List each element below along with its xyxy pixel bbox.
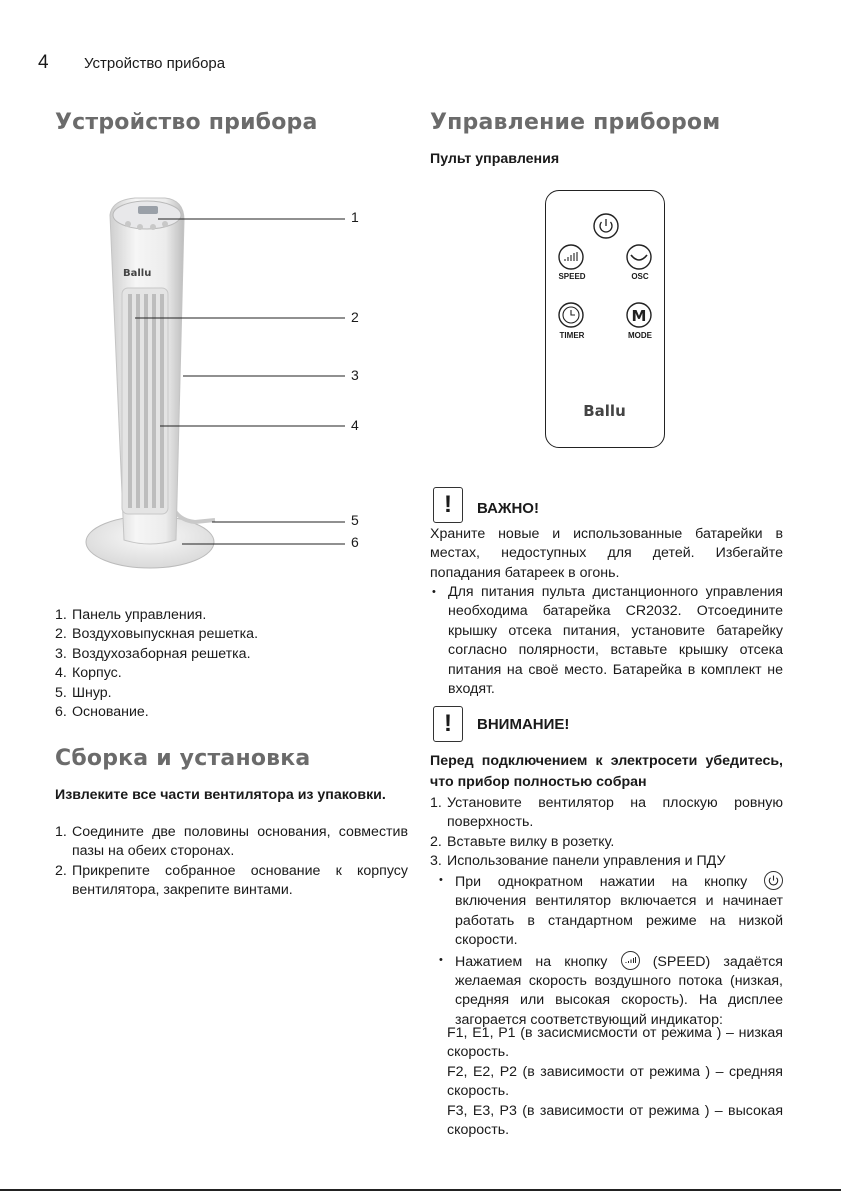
osc-label: OSC [631, 272, 649, 281]
fan-control-panel [113, 201, 181, 229]
list-item: 6. Основание. [55, 704, 149, 721]
timer-icon [559, 303, 583, 327]
power-icon [764, 871, 783, 890]
bottom-rule [0, 1189, 841, 1191]
tower-fan-illustration [80, 190, 380, 580]
speed-level-medium: F2, E2, P2 (в зависимости от режима ) – средняя скорость. [447, 1063, 783, 1100]
list-item: 3. Воздухозаборная решетка. [55, 645, 251, 662]
assembly-heading: Сборка и установка [55, 746, 311, 771]
attention-lead: Перед подключением к электросети убедитесь, что прибор полностью собран [430, 753, 783, 790]
speed-levels [447, 1024, 783, 1140]
battery-list [430, 583, 783, 699]
list-item: • При однократном нажатии на кнопку включения вентилятор включается и начинает работать в стандартном режиме на низкой скорости. [437, 871, 783, 951]
parts-list [55, 606, 395, 722]
remote-brand-logo: Ballu [583, 402, 626, 420]
important-title: ВАЖНО! [477, 500, 539, 517]
running-title: Устройство прибора [84, 55, 226, 72]
control-bullets [437, 871, 783, 1030]
list-item: • Для питания пульта дистанционного управления необходима батарейка CR2032. Отсоедините крышку отсека питания, установите батарейку согласно полярности, вставьте крышку отсека питания на своё место. Батарейка в комплект не входят. [430, 583, 783, 699]
warning-icon: ! [433, 487, 463, 523]
device-heading: Устройство прибора [55, 110, 318, 135]
list-item: 3. Использование панели управления и ПДУ [430, 853, 726, 870]
remote-control [545, 190, 665, 448]
svg-text:M: M [631, 307, 647, 325]
list-item: 4. Корпус. [55, 665, 122, 682]
mode-label: MODE [628, 331, 652, 340]
mode-icon [627, 303, 651, 327]
callout-3: 3 [351, 367, 359, 383]
attention-title: ВНИМАНИЕ! [477, 716, 570, 733]
speed-level-low: F1, E1, P1 (в засисмисмости от режима ) – низкая скорость. [447, 1025, 783, 1061]
speed-icon [621, 951, 640, 970]
callout-1: 1 [351, 209, 359, 225]
callout-5: 5 [351, 512, 359, 528]
callout-2: 2 [351, 309, 359, 325]
list-item: 2. Воздуховыпускная решетка. [55, 626, 259, 643]
timer-label: TIMER [559, 331, 585, 340]
important-text: Храните новые и использованные батарейки в местах, недоступных для детей. Избегайте попадания батареек в огонь. [430, 526, 783, 581]
list-item: 2. Вставьте вилку в розетку. [430, 833, 615, 850]
assembly-lead: Извлеките все части вентилятора из упаковки. [55, 787, 386, 803]
remote-heading: Пульт управления [430, 151, 560, 167]
speed-label: SPEED [558, 272, 586, 281]
page-number: 4 [38, 52, 49, 73]
list-item: 2. Прикрепите собранное основание к корпусу вентилятора, закрепите винтами. [55, 862, 408, 899]
list-item: 1. Панель управления. [55, 607, 207, 623]
fan-brand: Ballu [123, 268, 152, 279]
warning-icon: ! [433, 706, 463, 742]
usage-steps [430, 794, 783, 872]
speed-icon [559, 245, 583, 269]
power-icon [594, 214, 618, 238]
assembly-steps [55, 823, 408, 901]
list-item: • Нажатием на кнопку (SPEED) задаётся желаемая скорость воздушного потока (низкая, средняя или высокая скорость). На дисплее загорается соответствующий индикатор: [437, 951, 783, 1031]
callout-6: 6 [351, 534, 359, 550]
speed-level-high: F3, E3, P3 (в зависимости от режима ) – высокая скорость. [447, 1102, 783, 1139]
control-heading: Управление прибором [430, 110, 721, 135]
oscillation-icon [627, 245, 651, 269]
list-item: 1. Установите вентилятор на плоскую ровную поверхность. [430, 795, 783, 831]
callout-4: 4 [351, 417, 359, 433]
list-item: 5. Шнур. [55, 684, 112, 701]
list-item: 1. Соедините две половины основания, совместив пазы на обеих сторонах. [55, 824, 408, 860]
